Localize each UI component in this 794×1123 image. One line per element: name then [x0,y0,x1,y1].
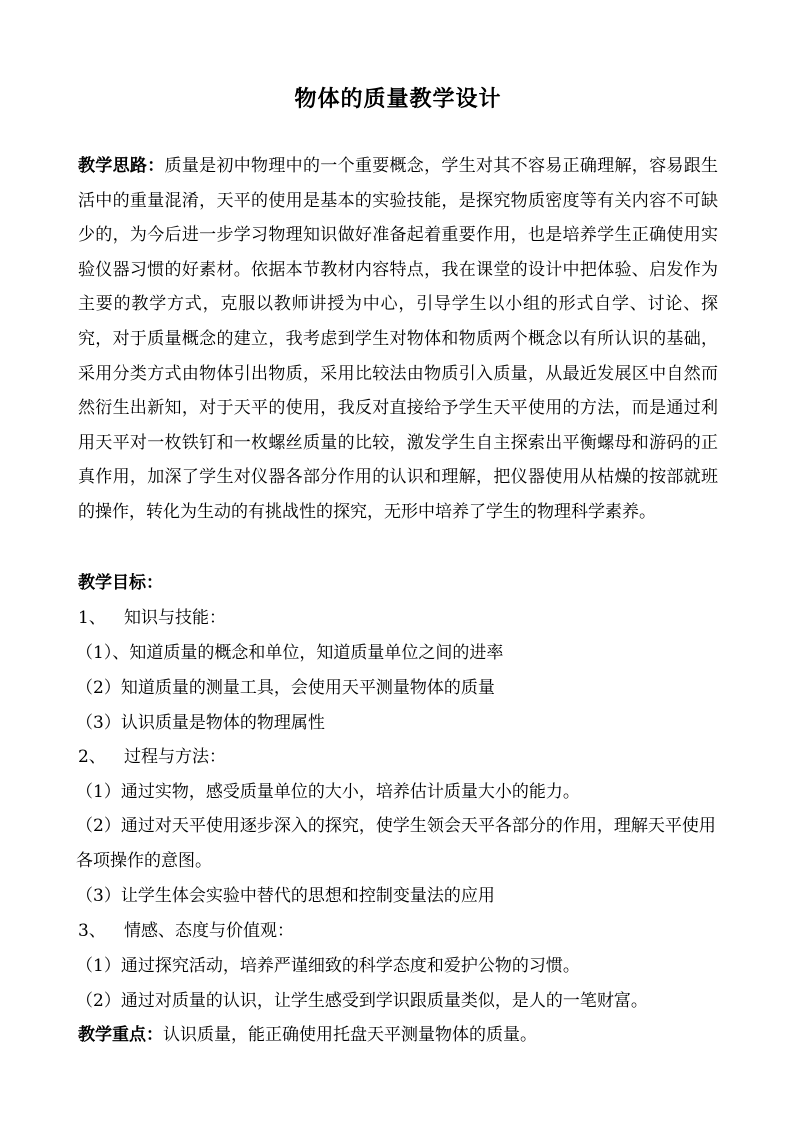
teaching-thinking-label: 教学思路： [78,156,165,176]
goal-item-1-3: （3）认识质量是物体的物理属性 [76,713,325,733]
goal-item-3-1: （1）通过探究活动，培养严谨细致的科学态度和爱护公物的习惯。 [76,956,580,976]
goal-item-2-1: （1）通过实物，感受质量单位的大小，培养估计质量大小的能力。 [76,782,580,802]
goal-section-1-number: 1、 [78,608,106,628]
goal-section-2-number: 2、 [78,747,106,767]
teaching-goals-label: 教学目标： [78,573,163,593]
goal-item-2-3: （3）让学生体会实验中替代的思想和控制变量法的应用 [76,886,495,906]
document-title: 物体的质量教学设计 [294,86,502,112]
goal-section-3 [78,919,294,943]
teaching-focus-text: 认识质量，能正确使用托盘天平测量物体的质量。 [163,1025,537,1045]
teaching-focus [78,1023,537,1047]
goal-section-1 [78,606,226,630]
goal-item-1-1: （1）、知道质量的概念和单位，知道质量单位之间的进率 [76,643,504,663]
teaching-focus-label: 教学重点： [78,1025,163,1045]
goal-section-2-title: 过程与方法： [124,747,226,767]
teaching-thinking-paragraph [78,149,718,530]
goal-item-1-2: （2）知道质量的测量工具，会使用天平测量物体的质量 [76,678,495,698]
goal-item-2-2: （2）通过对天平使用逐步深入的探究，使学生领会天平各部分的作用，理解天平使用各项操作的意图。 [76,816,716,871]
goal-section-1-title: 知识与技能： [124,608,226,628]
goal-section-2 [78,745,226,769]
goal-item-3-2: （2）通过对质量的认识，让学生感受到学识跟质量类似，是人的一笔财富。 [76,991,648,1011]
goal-section-3-title: 情感、态度与价值观： [124,921,294,941]
teaching-thinking-text: 质量是初中物理中的一个重要概念，学生对其不容易正确理解，容易跟生活中的重量混淆，天平的使用是基本的实验技能，是探究物质密度等有关内容不可缺少的，为今后进一步学习物理知识做好准备起着重要作用，也是培养学生正确使用实验仪器习惯的好素材。依据本节教材内容特点，我在课堂的设计中把体验、启发作为主要的教学方式，克服以教师讲授为中心，引导学生以小组的形式自学、讨论、探究，对于质量概念的建立，我考虑到学生对物体和物质两个概念以有所认识的基础，采用分类方式由物体引出物质，采用比较法由物质引入质量，从最近发展区中自然而然衍生出新知，对于天平的使用，我反对直接给予学生天平使用的方法，而是通过利用天平对一枚铁钉和一枚螺丝质量的比较，激发学生自主探索出平衡螺母和游码的正真作用，加深了学生对仪器各部分作用的认识和理解，把仪器使用从枯燥的按部就班的操作，转化为生动的有挑战性的探究，无形中培养了学生的物理科学素养。 [78,156,719,522]
goal-section-3-number: 3、 [78,921,106,941]
